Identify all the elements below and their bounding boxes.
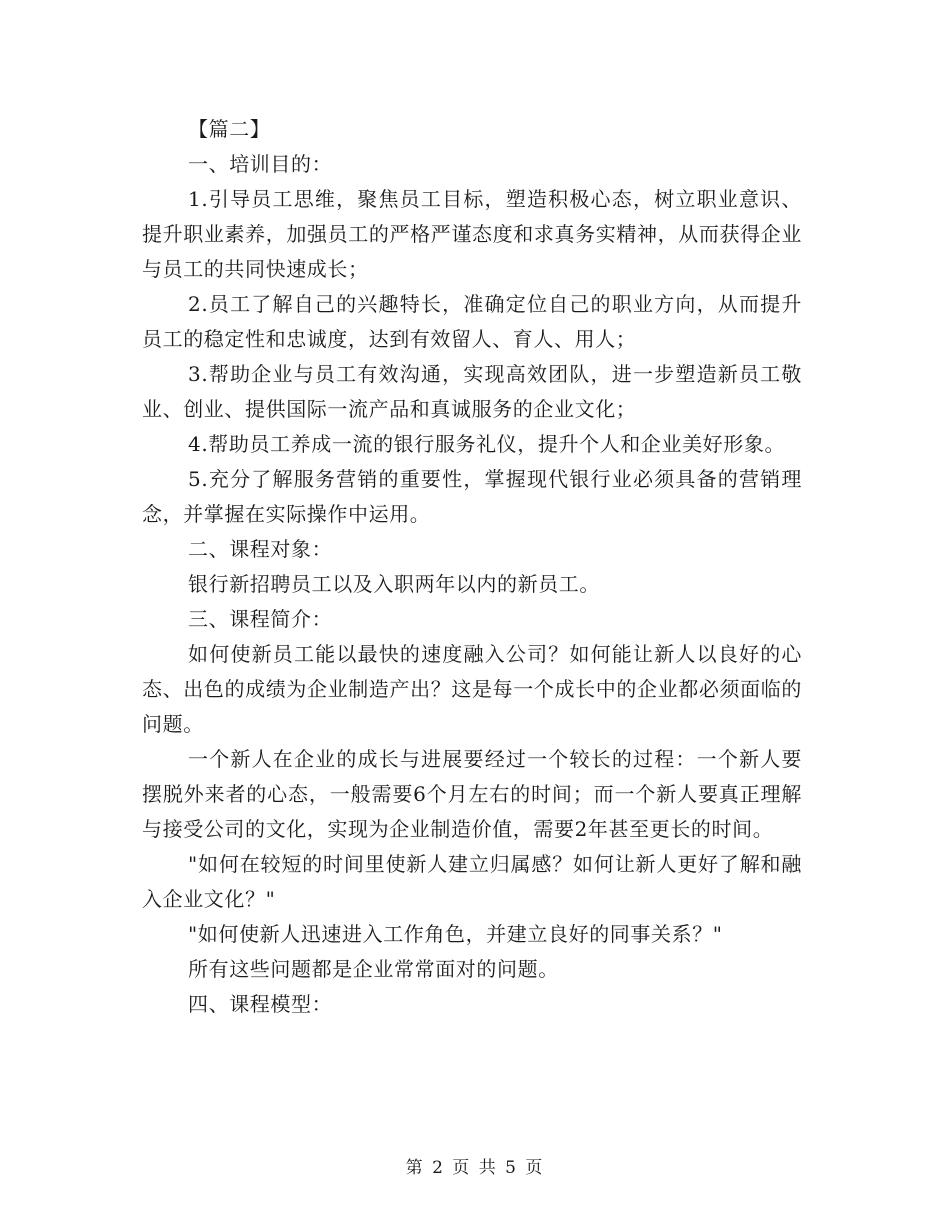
document-body: [142, 112, 802, 1022]
intro-summary: 所有这些问题都是企业常常面对的问题。: [188, 957, 559, 981]
goal-item-3: 3.帮助企业与员工有效沟通，实现高效团队，进一步塑造新员工敬业、创业、提供国际一流产品和真诚服务的企业文化；: [142, 362, 802, 421]
intro-quote-1: "如何在较短的时间里使新人建立归属感？如何让新人更好了解和融入企业文化？": [142, 852, 802, 911]
goal-item-4: 4.帮助员工养成一流的银行服务礼仪，提升个人和企业美好形象。: [188, 432, 786, 456]
page-number-footer: 第 2 页 共 5 页: [405, 1158, 545, 1178]
goal-item-5: 5.充分了解服务营销的重要性，掌握现代银行业必须具备的营销理念，并掌握在实际操作中运用。: [142, 467, 802, 526]
intro-quote-2: "如何使新人迅速进入工作角色，并建立良好的同事关系？": [188, 922, 723, 946]
heading-course-audience: 二、课程对象：: [188, 537, 333, 561]
section-marker: 【篇二】: [188, 117, 271, 141]
intro-paragraph-1: 如何使新员工能以最快的速度融入公司？如何能让新人以良好的心态、出色的成绩为企业制造产出？这是每一个成长中的企业都必须面临的问题。: [142, 642, 802, 736]
heading-training-goals: 一、培训目的：: [188, 152, 333, 176]
heading-course-model: 四、课程模型：: [188, 992, 333, 1016]
audience-text: 银行新招聘员工以及入职两年以内的新员工。: [188, 572, 600, 596]
heading-course-intro: 三、课程简介：: [188, 607, 333, 631]
goal-item-1: 1.引导员工思维，聚焦员工目标，塑造积极心态，树立职业意识、提升职业素养，加强员工的严格严谨态度和求真务实精神，从而获得企业与员工的共同快速成长；: [142, 187, 802, 281]
goal-item-2: 2.员工了解自己的兴趣特长，准确定位自己的职业方向，从而提升员工的稳定性和忠诚度，达到有效留人、育人、用人；: [142, 292, 802, 351]
intro-paragraph-2: 一个新人在企业的成长与进展要经过一个较长的过程：一个新人要摆脱外来者的心态，一般需要6个月左右的时间；而一个新人要真正理解与接受公司的文化，实现为企业制造价值，需要2年甚至更长的时间。: [142, 747, 802, 841]
